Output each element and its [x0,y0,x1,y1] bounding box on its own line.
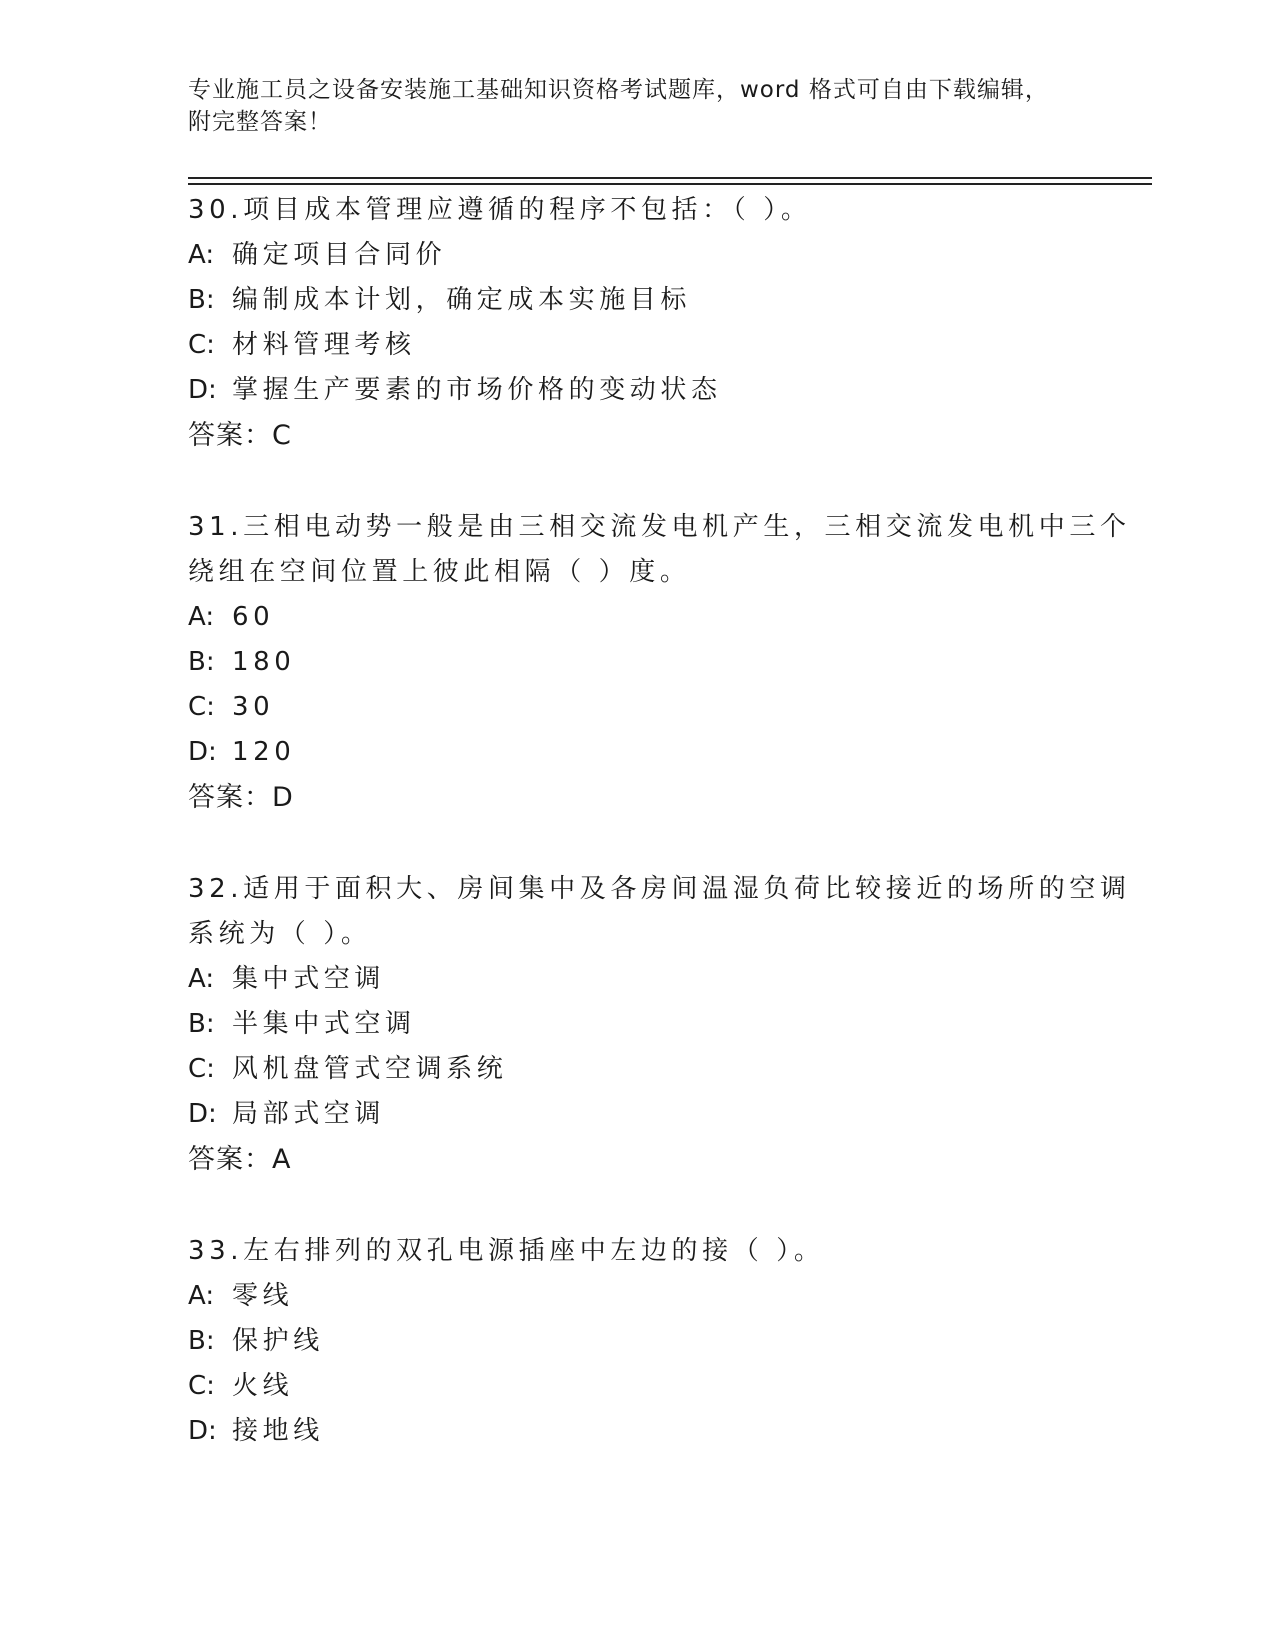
option-b [188,640,1108,685]
question-spacer [188,1182,1108,1229]
option-c [188,1047,1108,1092]
option-text: 保护线 [232,1326,324,1356]
option-text: 风机盘管式空调系统 [232,1054,508,1084]
question-stem: 31.三相电动势一般是由三相交流发电机产生，三相交流发电机中三个 [188,512,1131,542]
option-letter: A: [188,240,215,270]
option-letter: A: [188,602,215,632]
option-text: 半集中式空调 [232,1009,416,1039]
document-header [188,74,1068,138]
option-text: 掌握生产要素的市场价格的变动状态 [232,375,722,405]
option-text: 接地线 [232,1416,324,1446]
option-letter: D: [188,737,217,767]
option-letter: C: [188,1371,215,1401]
option-c [188,323,1108,368]
option-d [188,730,1108,775]
question-spacer [188,820,1108,867]
header-line-2: 附完整答案！ [188,109,332,135]
question-spacer [188,458,1108,505]
option-b [188,278,1108,323]
option-text: 局部式空调 [232,1099,386,1129]
option-b [188,1002,1108,1047]
option-text: 材料管理考核 [232,330,416,360]
question-list [188,188,1131,1454]
option-a [188,1274,1108,1319]
option-letter: B: [188,647,215,677]
option-d [188,1092,1108,1137]
question-32 [188,867,1131,1182]
option-letter: B: [188,1009,215,1039]
question-stem: 30.项目成本管理应遵循的程序不包括：（ ）。 [188,195,812,225]
option-letter: C: [188,692,215,722]
option-text: 零线 [232,1281,294,1311]
option-d [188,1409,1108,1454]
option-letter: B: [188,1326,215,1356]
option-letter: C: [188,330,215,360]
option-text: 编制成本计划，确定成本实施目标 [232,285,692,315]
option-c [188,1364,1108,1409]
header-line-1: 专业施工员之设备安装施工基础知识资格考试题库，word 格式可自由下载编辑， [188,77,1049,103]
option-letter: D: [188,1099,217,1129]
option-text: 确定项目合同价 [232,240,447,270]
option-a [188,595,1108,640]
question-31 [188,505,1131,820]
option-letter: D: [188,375,217,405]
option-letter: D: [188,1416,217,1446]
option-text: 火线 [232,1371,294,1401]
question-33 [188,1229,1108,1454]
option-a [188,233,1108,278]
header-divider-top [188,177,1152,179]
option-letter: A: [188,1281,215,1311]
answer-line: 答案：A [188,1144,292,1175]
option-letter: C: [188,1054,215,1084]
answer-line: 答案：D [188,782,294,813]
question-stem-continued: 系统为（ ）。 [188,919,372,949]
option-text: 集中式空调 [232,964,386,994]
option-d [188,368,1108,413]
question-stem-continued: 绕组在空间位置上彼此相隔（ ）度。 [188,557,691,587]
option-text: 180 [232,647,296,677]
option-b [188,1319,1108,1364]
option-a [188,957,1108,1002]
answer-line: 答案：C [188,420,292,451]
question-stem: 33.左右排列的双孔电源插座中左边的接（ ）。 [188,1236,825,1266]
option-letter: B: [188,285,215,315]
header-divider-bottom [188,183,1152,185]
question-30 [188,188,1108,458]
option-letter: A: [188,964,215,994]
option-text: 60 [232,602,275,632]
option-text: 30 [232,692,275,722]
question-stem: 32.适用于面积大、房间集中及各房间温湿负荷比较接近的场所的空调 [188,874,1131,904]
option-text: 120 [232,737,296,767]
option-c [188,685,1108,730]
